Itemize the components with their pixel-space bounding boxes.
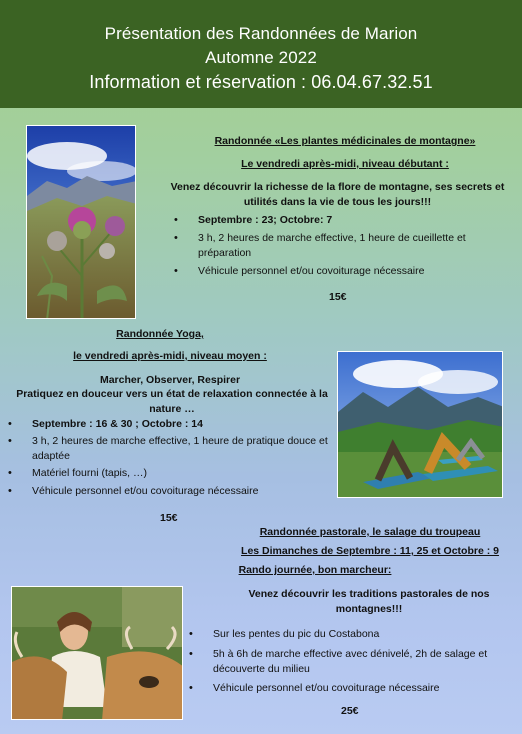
hike2-price: 15€ (160, 512, 178, 524)
header-contact: Information et réservation : 06.04.67.32.51 (89, 72, 433, 92)
hike1-bullet-transport: • Véhicule personnel et/ou covoiturage nécessaire (168, 264, 504, 279)
yoga-illustration (338, 352, 503, 498)
hike2-motto: Marcher, Observer, Respirer (99, 374, 241, 386)
hike3-price: 25€ (341, 705, 359, 717)
hike1-bullet-duration: • 3 h, 2 heures de marche effective, 1 heure de cueillette et préparation (168, 231, 504, 261)
hike2-bullet-transport: • Véhicule personnel et/ou covoiturage nécessaire (2, 484, 332, 499)
hike3-title: Randonnée pastorale, le salage du troupeau (259, 526, 481, 538)
thistle-illustration (27, 126, 136, 319)
hike2-bullet-duration: • 3 h, 2 heures de marche effective, 1 heure de pratique douce et adaptée (2, 434, 332, 464)
hike2-bullet-dates: • Septembre : 16 & 30 ; Octobre : 14 (2, 417, 332, 432)
hike2-bullet-list (2, 417, 332, 499)
hike2-bullet-material: • Matériel fourni (tapis, …) (2, 466, 332, 481)
hike3-date: Les Dimanches de Septembre : 11, 25 et Octobre : 9 (241, 545, 499, 557)
hike1-bullet-dates: • Septembre : 23; Octobre: 7 (168, 213, 504, 228)
header-title: Présentation des Randonnées de Marion (104, 24, 418, 43)
hike1-bullet-list (168, 213, 504, 279)
woman-cows-photo (11, 586, 183, 720)
hike2-date: le vendredi après-midi, niveau moyen : (73, 350, 267, 362)
header-season: Automne 2022 (205, 48, 317, 67)
hike2-title: Randonnée Yoga, (116, 328, 204, 340)
hike2-intro: Pratiquez en douceur vers un état de relaxation connectée à la nature … (16, 388, 328, 415)
yoga-mountain-photo (337, 351, 503, 498)
hike1-date: Le vendredi après-midi, niveau débutant : (241, 158, 449, 170)
hike3-bullet-location: • Sur les pentes du pic du Costabona (183, 627, 505, 642)
hike3-bullet-list (183, 627, 505, 696)
hike3-intro: Venez découvrir les traditions pastorales de nos montagnes!!! (248, 588, 490, 615)
page-header (0, 0, 522, 108)
hike3-bullet-duration: • 5h à 6h de marche effective avec dénivelé, 2h de salage et découverte du milieu (183, 647, 505, 677)
hike1-intro: Venez découvrir la richesse de la flore de montagne, ses secrets et utilités dans la vie de tous les jours!!! (170, 181, 505, 208)
thistle-mountain-photo (26, 125, 136, 319)
woman-cows-illustration (12, 587, 183, 720)
hike3-bullet-transport: • Véhicule personnel et/ou covoiturage nécessaire (183, 681, 505, 696)
hike3-level: Rando journée, bon marcheur: (238, 564, 392, 576)
hike1-title: Randonnée «Les plantes médicinales de montagne» (214, 135, 476, 147)
hike1-price: 15€ (329, 291, 347, 303)
